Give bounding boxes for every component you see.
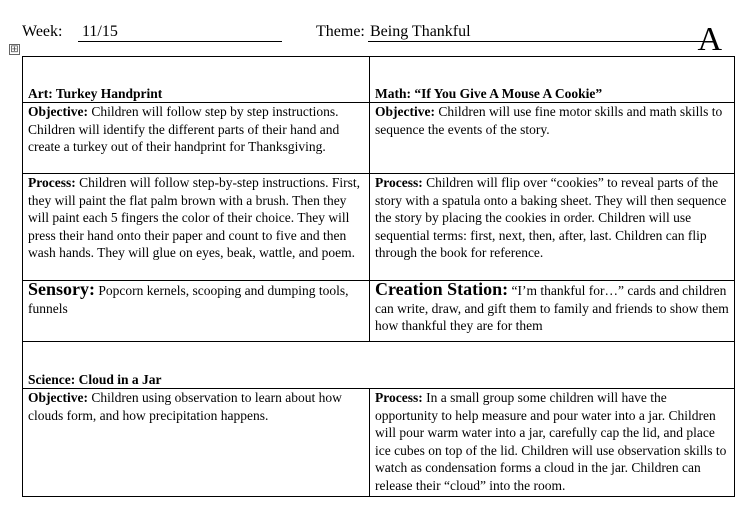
header-letter: A [697,21,722,58]
sensory-cell [23,281,370,342]
science-objective-text: Children using observation to learn about how clouds form, and how precipitation happens. [28,390,342,423]
sensory-text: Popcorn kernels, scooping and dumping tools, funnels [28,283,349,316]
table-row [23,342,735,389]
art-objective-label: Objective: [28,104,88,119]
theme-label: Theme: [316,23,365,40]
creation-station-text: “I’m thankful for…” cards and children can write, draw, and gift them to family and friends to show them how thankful they are for them [375,283,729,333]
art-title: Art: Turkey Handprint [23,57,370,103]
science-process-text: In a small group some children will have the opportunity to help measure and pour water into a jar. Children will pour warm water into a jar, carefully cap the lid, and place ice cubes on top of the lid. Children will use observation skills to watch as condensation forms a cloud in the jar. Children can release their “cloud” into the room. [375,390,727,493]
creation-station-label: Creation Station: [375,279,509,299]
science-objective-label: Objective: [28,390,88,405]
week-field[interactable]: 11/15 [78,23,282,42]
sensory-label: Sensory: [28,279,95,299]
table-move-handle-icon[interactable]: ⊞ [10,44,19,55]
math-process-cell [370,174,735,281]
theme-field[interactable]: Being Thankful [368,23,704,42]
lesson-plan-table [22,56,735,497]
science-process-label: Process: [375,390,423,405]
art-objective-text: Children will follow step by step instructions. Children will identify the different parts of their hand and create a turkey out of their handprint for Thanksgiving. [28,104,340,154]
science-title: Science: Cloud in a Jar [23,342,735,389]
table-row [23,57,735,103]
art-process-label: Process: [28,175,76,190]
document-header [22,21,742,58]
math-objective-label: Objective: [375,104,435,119]
table-row [23,103,735,174]
science-process-cell [370,389,735,497]
math-objective-cell [370,103,735,174]
math-title: Math: “If You Give A Mouse A Cookie” [370,57,735,103]
creation-station-cell [370,281,735,342]
math-objective-text: Children will use fine motor skills and math skills to sequence the events of the story. [375,104,723,137]
math-process-label: Process: [375,175,423,190]
week-label: Week: [22,23,63,40]
art-process-text: Children will follow step-by-step instructions. First, they will paint the flat palm brown with a brush. Then they will paint each 5 fingers the color of their choice. They will press their hand onto their paper and count to five and then wash hands. They will glue on eyes, beak, wattle, and poem. [28,175,360,260]
art-objective-cell [23,103,370,174]
table-row [23,389,735,497]
art-process-cell [23,174,370,281]
math-process-text: Children will flip over “cookies” to reveal parts of the story with a spatula onto a baking sheet. They will then sequence the story by placing the cookies in order. Children will use sequential terms: first, next, then, after, last. Children can flip through the book for reference. [375,175,727,260]
table-row [23,281,735,342]
table-row [23,174,735,281]
science-objective-cell [23,389,370,497]
